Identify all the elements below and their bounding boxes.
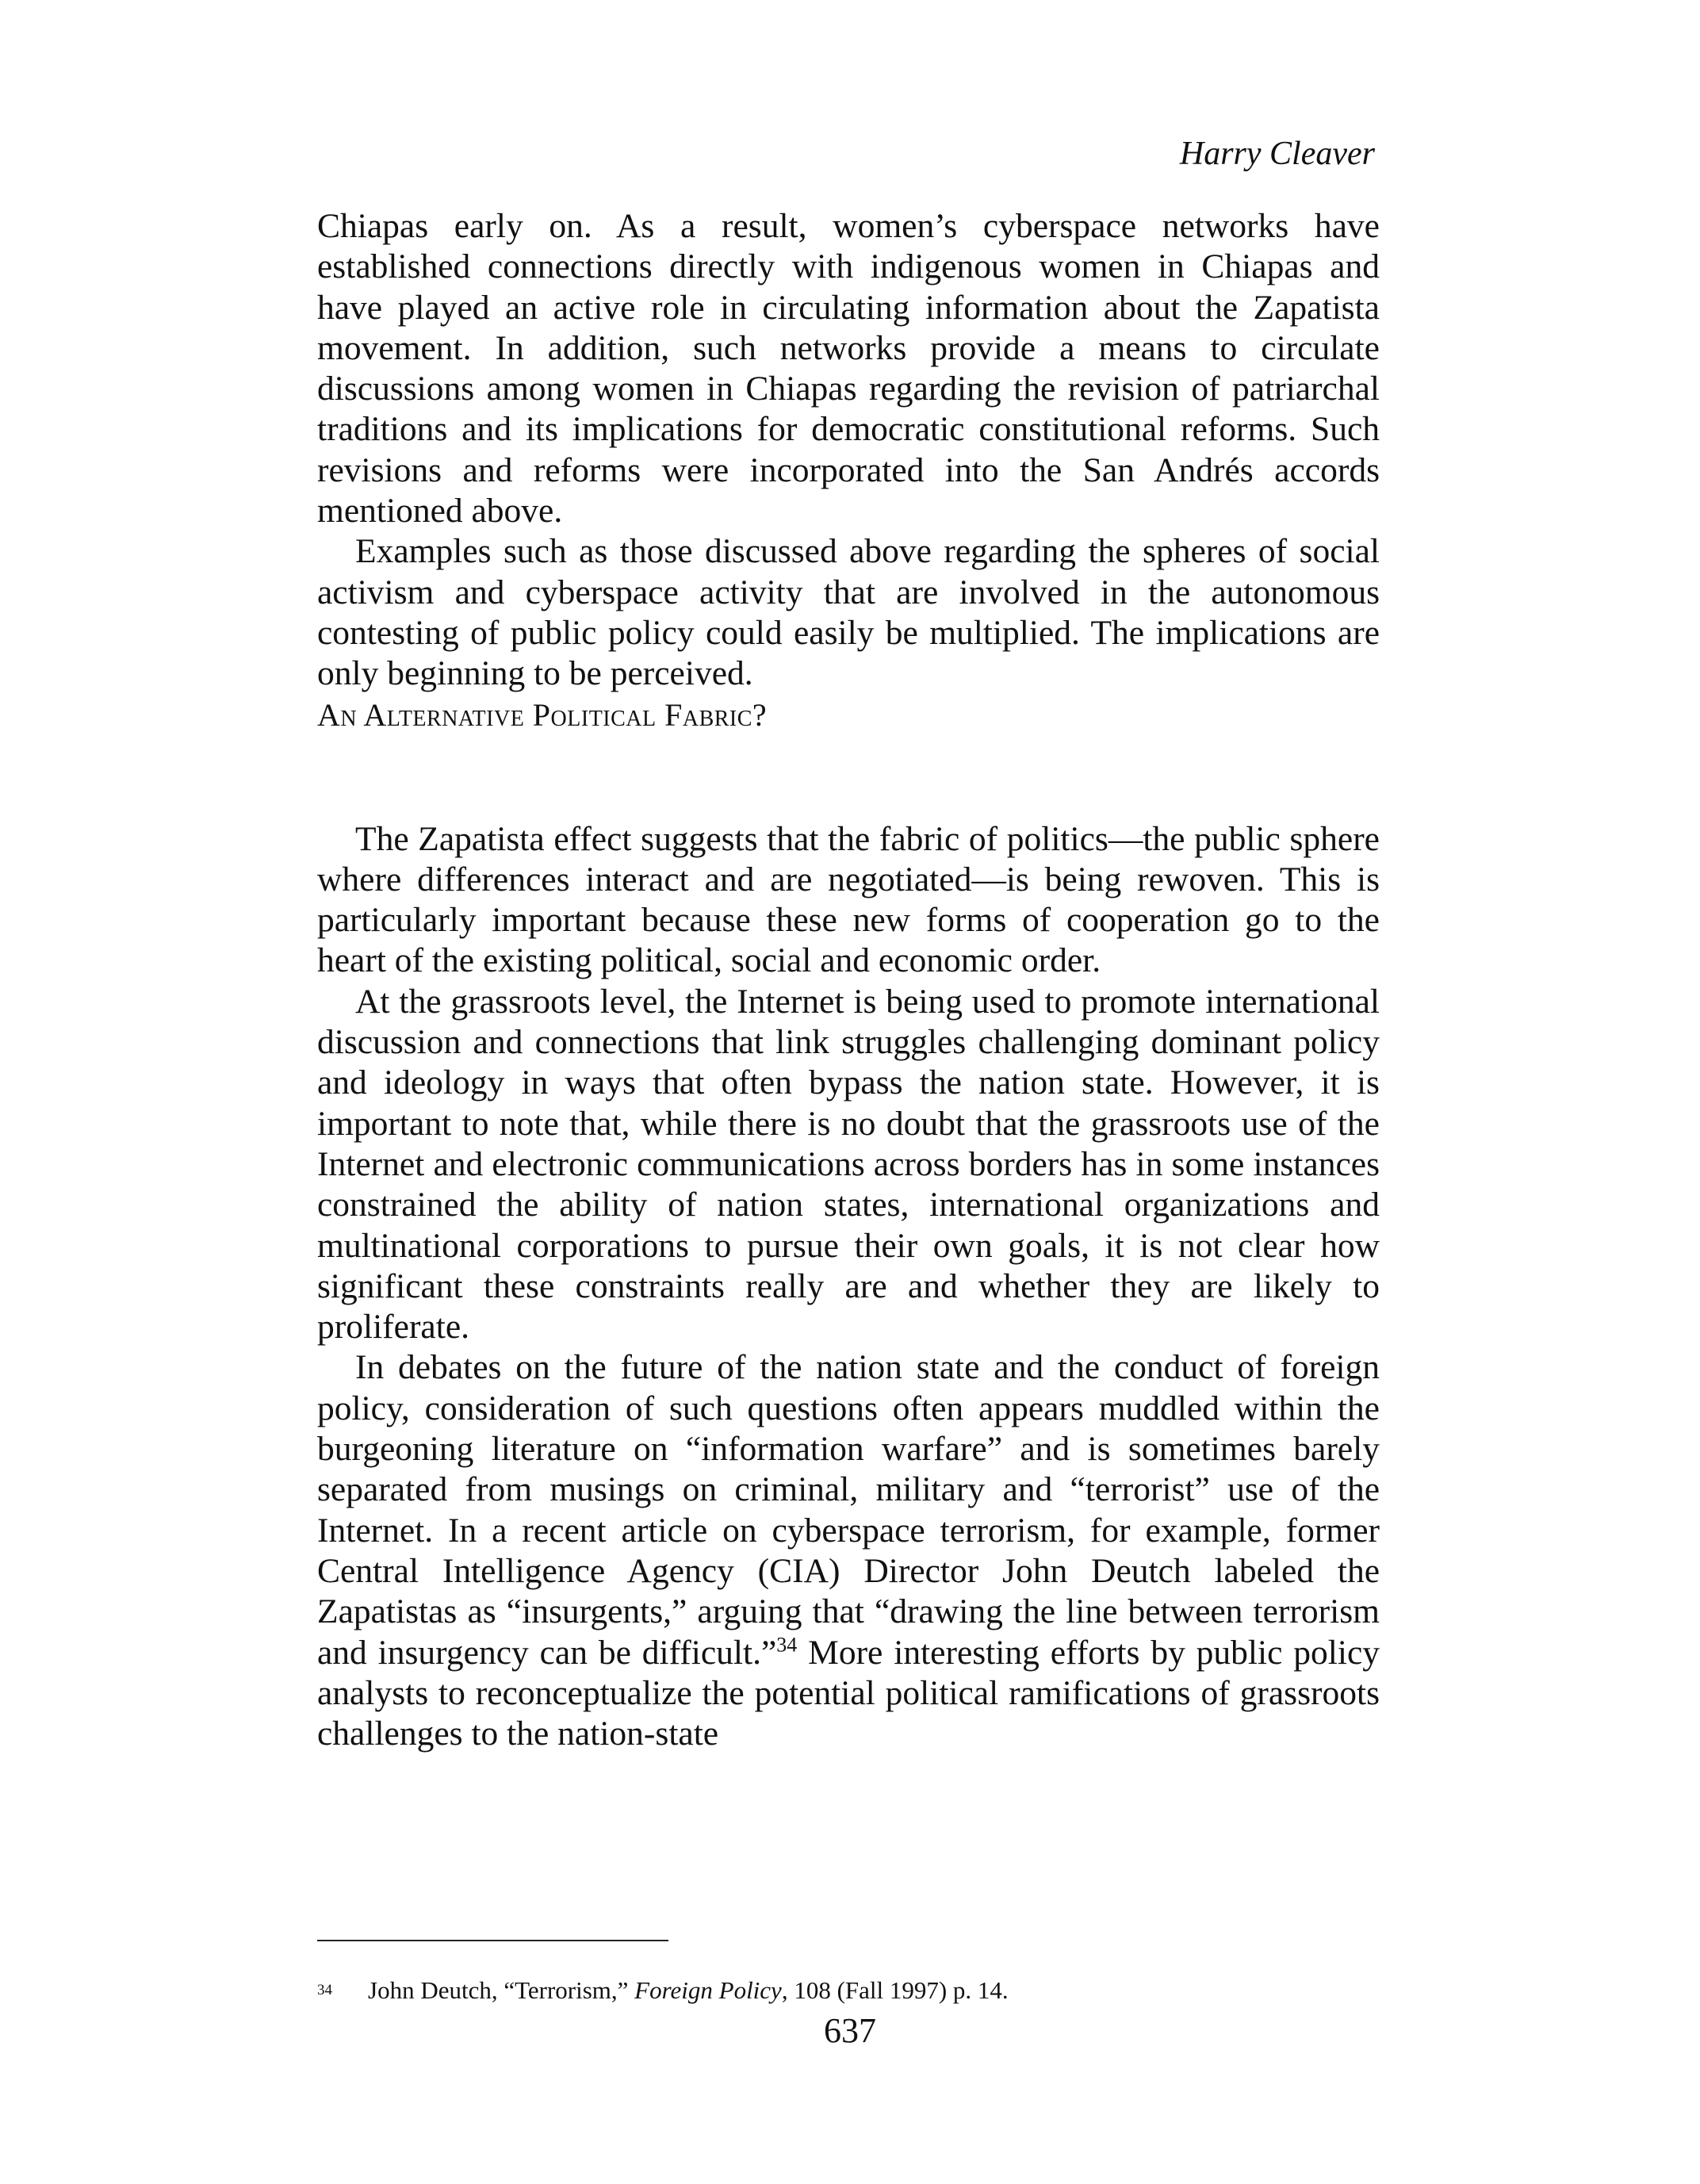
footnote-reference: 34 xyxy=(776,1633,798,1656)
footnote-rule xyxy=(317,1940,668,1941)
body-text xyxy=(317,206,1380,1754)
footnote-number: 34 xyxy=(317,1982,332,1998)
paragraph: Examples such as those discussed above regarding the spheres of social activism and cyberspace activity that are involved in the autonomous contesting of public policy could easily be multiplied. The implications are only beginning to be perceived. xyxy=(317,532,1380,693)
footnote-text: , 108 (Fall 1997) p. 14. xyxy=(781,1976,1009,2004)
paragraph-text: In debates on the future of the nation state and the conduct of foreign policy, consideration of such questions often appears muddled within the burgeoning literature on “information warfare” and is sometimes barely separated from musings on criminal, military and “terrorist” use of the Internet. In a recent article on cyberspace terrorism, for example, former Central Intelligence Agency (CIA) Director John Deutch labeled the Zapatistas as “insurgents,” arguing that “drawing the line between terrorism and insurgency can be difficult.” xyxy=(317,1348,1380,1672)
section-heading: An Alternative Political Fabric? xyxy=(317,696,768,733)
footnote-journal-title: Foreign Policy xyxy=(634,1976,782,2004)
paragraph: The Zapatista effect suggests that the fabric of politics—the public sphere where differences interact and are negotiated—is being rewoven. This is particularly important because these new forms of cooperation go to the heart of the existing political, social and economic order. xyxy=(317,819,1380,980)
footnote-text: John Deutch, “Terrorism,” xyxy=(368,1976,635,2004)
paragraph: At the grassroots level, the Internet is being used to promote international discussion and connections that link struggles challenging dominant policy and ideology in ways that often bypass the nation state. However, it is important to note that, while there is no doubt that the grassroots use of the Internet and electronic communications across borders has in some instances constrained the ability of nation states, international organizations and multinational corporations to pursue their own goals, it is not clear how significant these constraints really are and whether they are likely to proliferate. xyxy=(317,982,1380,1347)
page-number: 637 xyxy=(824,2011,876,2050)
paragraph-text: More interesting efforts by public policy analysts to reconceptualize the potential political ramifications of grassroots challenges to the nation-state xyxy=(317,1633,1380,1753)
running-head: Harry Cleaver xyxy=(1179,136,1375,172)
paragraph-continued: Chiapas early on. As a result, women’s cyberspace networks have established connections directly with indigenous women in Chiapas and have played an active role in circulating information about the Zapatista movement. In addition, such networks provide a means to circulate discussions among women in Chiapas regarding the revision of patriarchal traditions and its implications for democratic constitutional reforms. Such revisions and reforms were incorporated into the San Andrés accords mentioned above. xyxy=(317,207,1380,531)
footnote xyxy=(317,1975,1009,2006)
paragraph xyxy=(317,1347,1380,1754)
